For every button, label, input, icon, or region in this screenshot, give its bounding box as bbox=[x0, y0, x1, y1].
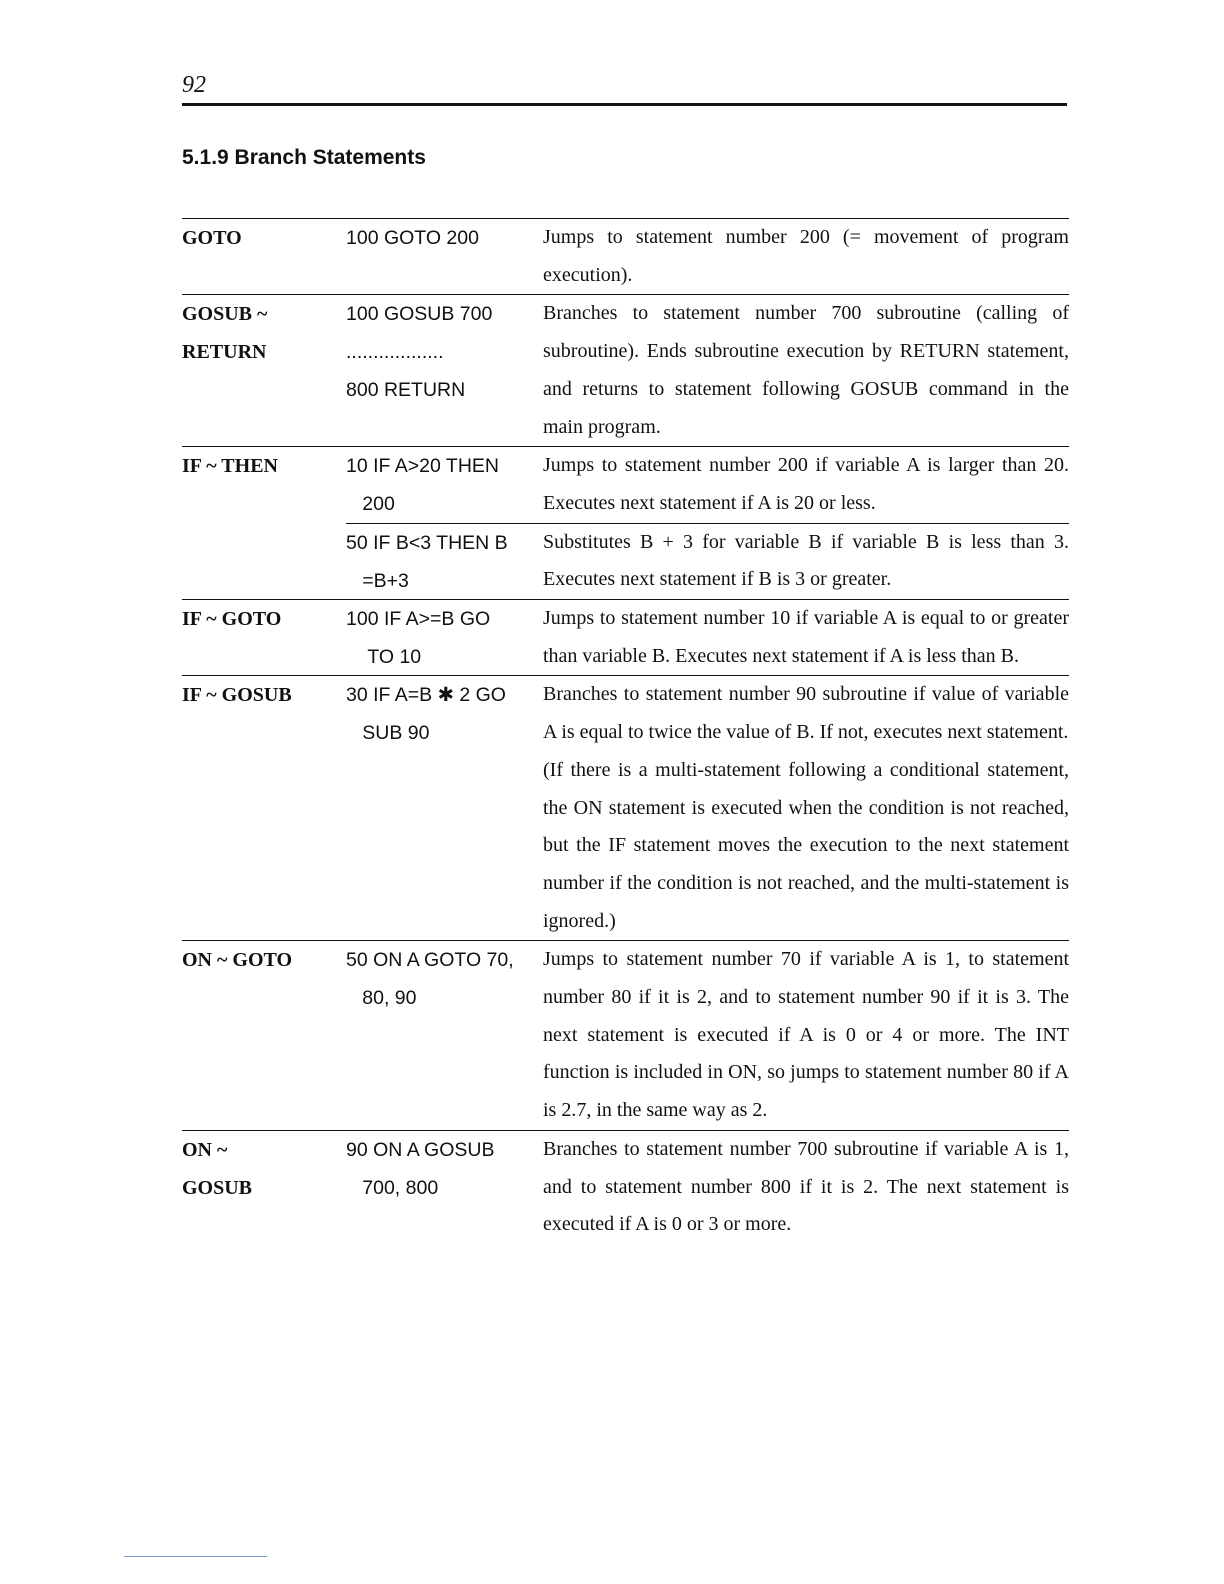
scan-artifact-line bbox=[124, 1556, 267, 1557]
description bbox=[543, 219, 1069, 294]
example-subrow bbox=[346, 1131, 1069, 1244]
example-subrow bbox=[346, 600, 1069, 675]
description-paragraph: Jumps to statement number 200 if variable A is larger than 20. Executes next statement if A is 20 or less. bbox=[543, 454, 1069, 514]
statement-keyword: IF ~ GOTO bbox=[182, 608, 282, 631]
description bbox=[543, 524, 1069, 599]
example-code: 50 ON A GOTO 70, 80, 90 bbox=[346, 949, 514, 1010]
example-code: 100 GOTO 200 bbox=[346, 227, 479, 249]
example-subrow bbox=[346, 676, 1069, 940]
example-code: 90 ON A GOSUB 700, 800 bbox=[346, 1138, 495, 1199]
statement-keyword: IF ~ THEN bbox=[182, 455, 278, 478]
statement-keyword: GOSUB ~ RETURN bbox=[182, 303, 268, 364]
table-row bbox=[182, 446, 1069, 599]
section-heading: 5.1.9 Branch Statements bbox=[182, 146, 426, 169]
page-number: 92 bbox=[182, 72, 206, 98]
table-row bbox=[182, 218, 1069, 294]
description bbox=[543, 676, 1069, 940]
description-paragraph: Substitutes B + 3 for variable B if variable B is less than 3. Executes next statement if B is 3 or greater. bbox=[543, 530, 1069, 591]
example-code: 30 IF A=B ✱ 2 GO SUB 90 bbox=[346, 684, 506, 745]
statement-keyword: ON ~ GOTO bbox=[182, 949, 293, 972]
description-paragraph: Branches to statement number 90 subroutine if value of variable A is equal to twice the value of B. If not, executes next statement. bbox=[543, 683, 1069, 744]
example-subrow bbox=[346, 219, 1069, 294]
header-rule bbox=[182, 103, 1067, 106]
table-row bbox=[182, 294, 1069, 446]
example-subrow bbox=[346, 447, 1069, 522]
description-paragraph: Jumps to statement number 70 if variable A is 1, to statement number 80 if it is 2, and to statement number 90 if it is 3. The next statement is executed if A is 0 or 4 or more. The INT function is included in ON, so jumps to statement number 80 if A is 2.7, in the same way as 2. bbox=[543, 948, 1069, 1122]
example-code: 100 GOSUB 700 .................. 800 RETURN bbox=[346, 303, 493, 402]
example-code: 10 IF A>20 THEN 200 bbox=[346, 455, 500, 516]
example-code: 100 IF A>=B GO TO 10 bbox=[346, 608, 491, 669]
description bbox=[543, 447, 1069, 522]
description-paragraph: (If there is a multi-statement following a conditional statement, the ON statement is executed when the condition is not reached, but the IF statement moves the execution to the next statement number if the condition is not reached, and the multi-statement is ignored.) bbox=[543, 758, 1069, 932]
statement-keyword: IF ~ GOSUB bbox=[182, 684, 292, 707]
table-row bbox=[182, 1130, 1069, 1244]
table-row bbox=[182, 599, 1069, 675]
table-row bbox=[182, 675, 1069, 940]
example-subrow bbox=[346, 295, 1069, 446]
description-paragraph: Branches to statement number 700 subroutine if variable A is 1, and to statement number 800 if it is 2. The next statement is executed if A is 0 or 3 or more. bbox=[543, 1137, 1069, 1236]
table-row bbox=[182, 940, 1069, 1130]
description bbox=[543, 1131, 1069, 1244]
description bbox=[543, 941, 1069, 1130]
statement-keyword: GOTO bbox=[182, 227, 242, 249]
example-subrow bbox=[346, 941, 1069, 1130]
description bbox=[543, 295, 1069, 446]
branch-statements-table bbox=[182, 218, 1069, 1244]
description-paragraph: Jumps to statement number 200 (= movement of program execution). bbox=[543, 226, 1069, 286]
description-paragraph: Jumps to statement number 10 if variable A is equal to or greater than variable B. Executes next statement if A is less than B. bbox=[543, 607, 1069, 667]
example-code: 50 IF B<3 THEN B =B+3 bbox=[346, 531, 508, 592]
statement-keyword: ON ~ GOSUB bbox=[182, 1138, 253, 1199]
description-paragraph: Branches to statement number 700 subroutine (calling of subroutine). Ends subroutine execution by RETURN statement, and returns to statement following GOSUB command in the main program. bbox=[543, 302, 1069, 438]
description bbox=[543, 600, 1069, 675]
example-subrow bbox=[346, 523, 1069, 599]
